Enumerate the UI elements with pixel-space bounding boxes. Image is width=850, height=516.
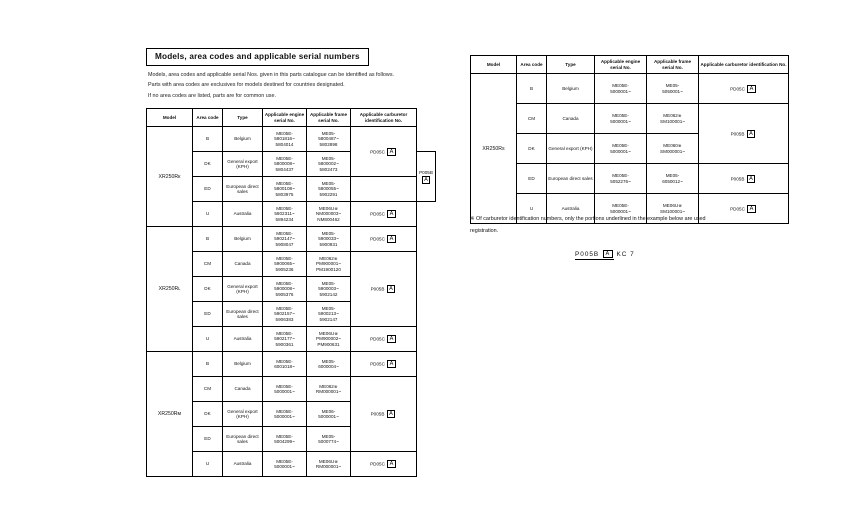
cell-area-code: U	[193, 327, 223, 352]
carb-box-letter: A	[422, 176, 431, 184]
carb-box-letter: A	[387, 335, 396, 343]
col-model: Model	[147, 108, 193, 126]
serial-number-table-left	[146, 108, 436, 477]
col-engine-serial: Applicable engine serial No.	[263, 108, 307, 126]
cell-area-code: CM	[193, 252, 223, 277]
cell-engine-serial: ME05E- 5801816~ 5804014	[263, 127, 307, 152]
cell-engine-serial: ME05E- 5000001~	[595, 104, 647, 134]
cell-area-code: U	[193, 202, 223, 227]
cell-frame-serial: ME062※ RM000001~	[307, 377, 351, 402]
example-box-letter: A	[603, 250, 613, 258]
col-frame-serial: Applicable frame serial No.	[647, 56, 699, 74]
carb-box-letter: A	[747, 85, 756, 93]
cell-type: European direct sales	[223, 177, 263, 202]
cell-carburetor-id: P005B A	[351, 377, 417, 452]
cell-frame-serial: ME05- 5800002~ 5802473	[307, 152, 351, 177]
carb-box-letter: A	[387, 360, 396, 368]
col-carb-id: Applicable carburetor identification No.	[699, 56, 789, 74]
cell-carburetor-id: P005B A	[699, 164, 789, 194]
cell-area-code: DK	[517, 134, 547, 164]
cell-type: Canada	[223, 377, 263, 402]
cell-type: European direct sales	[547, 164, 595, 194]
cell-frame-serial: ME060※ SM000001~	[647, 134, 699, 164]
table-row	[471, 74, 789, 104]
cell-area-code: CM	[193, 377, 223, 402]
cell-type: Belgium	[547, 74, 595, 104]
col-area-code: Area code	[517, 56, 547, 74]
col-type: Type	[223, 108, 263, 126]
cell-type: General export (KPH)	[223, 152, 263, 177]
cell-engine-serial: ME05E- 5800108~ 5803975	[263, 177, 307, 202]
cell-type: Belgium	[223, 352, 263, 377]
cell-type: Australia	[547, 194, 595, 224]
cell-frame-serial: ME06U※ SM100001~	[647, 194, 699, 224]
cell-engine-serial: ME05E- 5902177~ 5900361	[263, 327, 307, 352]
intro-line-3: If no area codes are listed, parts are for common use.	[148, 92, 276, 99]
serial-number-table-right	[470, 55, 789, 224]
note-line-2: registration.	[470, 228, 499, 235]
intro-line-2: Parts with area codes are exclusives for models destined for countries designated.	[148, 82, 345, 89]
cell-carburetor-id: P005B A	[351, 252, 417, 327]
cell-area-code: ED	[517, 164, 547, 194]
intro-line-1: Models, area codes and applicable serial Nos. given in this parts catalogue can be identified as follows.	[148, 72, 395, 78]
table-row	[471, 164, 789, 194]
carb-box-letter: A	[747, 175, 756, 183]
cell-frame-serial: ME06U※ NM000003~ NM800462	[307, 202, 351, 227]
table-body-left	[147, 127, 436, 477]
cell-carburetor-id: PD05C A	[351, 452, 417, 477]
cell-engine-serial: ME05E- 5000001~	[595, 134, 647, 164]
cell-area-code: CM	[517, 104, 547, 134]
left-column	[146, 46, 436, 477]
table-header-row	[147, 108, 436, 126]
cell-model: XR250Rк	[147, 127, 193, 227]
cell-engine-serial: ME05E- 5900008~ 5905376	[263, 277, 307, 302]
carburetor-example	[575, 250, 635, 260]
carb-box-letter: A	[387, 285, 396, 293]
cell-frame-serial: ME06- 5000001~	[307, 402, 351, 427]
cell-frame-serial: ME05- 5000774~	[307, 427, 351, 452]
cell-model: XR250Rм	[147, 352, 193, 477]
cell-engine-serial: ME05E- 5802311~ 5894234	[263, 202, 307, 227]
cell-engine-serial: ME05E- 5000001~	[263, 452, 307, 477]
cell-model: XR250Rs	[471, 74, 517, 224]
cell-engine-serial: ME05E- 6001018~	[263, 352, 307, 377]
col-engine-serial: Applicable engine serial No.	[595, 56, 647, 74]
cell-type: Canada	[223, 252, 263, 277]
page-title: Models, area codes and applicable serial numbers	[146, 48, 369, 66]
cell-engine-serial: ME05E- 5000001~	[263, 377, 307, 402]
cell-area-code: B	[193, 352, 223, 377]
cell-type: General export (KPH)	[223, 402, 263, 427]
cell-engine-serial: ME05E- 5902147~ 5908047	[263, 227, 307, 252]
cell-frame-serial: ME05- 6050012~	[647, 164, 699, 194]
carburetor-note	[470, 215, 790, 236]
cell-model: XR250Rʟ	[147, 227, 193, 352]
cell-carburetor-id: PD05C A	[351, 227, 417, 252]
cell-type: European direct sales	[223, 302, 263, 327]
col-model: Model	[471, 56, 517, 74]
cell-engine-serial: ME05E- 5000001~	[263, 402, 307, 427]
cell-area-code: ED	[193, 302, 223, 327]
col-type: Type	[547, 56, 595, 74]
cell-type: Australia	[223, 327, 263, 352]
carb-box-letter: A	[387, 210, 396, 218]
carb-box-letter: A	[387, 148, 396, 156]
carb-box-letter: A	[387, 410, 396, 418]
cell-engine-serial: ME05E- 5900065~ 5905236	[263, 252, 307, 277]
table-body-right	[471, 74, 789, 224]
cell-frame-serial: ME06U※ RM000001~	[307, 452, 351, 477]
carb-box-letter: A	[387, 460, 396, 468]
example-code: P005B	[575, 250, 600, 258]
cell-frame-serial: ME05- 5900033~ 5900931	[307, 227, 351, 252]
cell-carburetor-id: P005B A	[417, 152, 436, 202]
cell-type: Belgium	[223, 227, 263, 252]
col-frame-serial: Applicable frame serial No.	[307, 108, 351, 126]
cell-frame-serial: ME05- 5800055~ 5902291	[307, 177, 351, 202]
cell-area-code: U	[517, 194, 547, 224]
table-row	[147, 352, 436, 377]
cell-type: Australia	[223, 202, 263, 227]
cell-type: Canada	[547, 104, 595, 134]
cell-area-code: B	[193, 227, 223, 252]
col-area-code: Area code	[193, 108, 223, 126]
cell-frame-serial: ME05- 5900213~ 5902147	[307, 302, 351, 327]
cell-type: General export (KPH)	[223, 277, 263, 302]
cell-carburetor-id: PD05C A	[351, 352, 417, 377]
example-number: 7	[630, 250, 635, 258]
example-suffix: KC	[616, 250, 628, 258]
cell-type: General export (KPH)	[547, 134, 595, 164]
cell-engine-serial: ME05E- 5000001~	[595, 74, 647, 104]
cell-frame-serial: ME062※ PM900001~ PM1900120	[307, 252, 351, 277]
col-carb-id: Applicable carburetor identification No.	[351, 108, 417, 126]
right-column	[470, 55, 788, 224]
cell-carburetor-id: P005B A	[699, 104, 789, 164]
cell-frame-serial: ME062※ SM100001~	[647, 104, 699, 134]
cell-frame-serial: ME05- 5800487~ 5802898	[307, 127, 351, 152]
cell-engine-serial: ME05E- 5052276~	[595, 164, 647, 194]
cell-area-code: DK	[193, 402, 223, 427]
cell-type: European direct sales	[223, 427, 263, 452]
cell-frame-serial: ME05- 5900003~ 5902142	[307, 277, 351, 302]
cell-area-code: ED	[193, 177, 223, 202]
carb-box-letter: A	[387, 235, 396, 243]
cell-area-code: U	[193, 452, 223, 477]
cell-type: Australia	[223, 452, 263, 477]
carb-box-letter: A	[747, 205, 756, 213]
cell-area-code: B	[193, 127, 223, 152]
cell-frame-serial: ME06U※ PM900002~ PM900631	[307, 327, 351, 352]
cell-area-code: B	[517, 74, 547, 104]
cell-carburetor-id: PD05C A	[351, 127, 417, 177]
cell-carburetor-id: PD05C A	[699, 194, 789, 224]
table-row	[147, 227, 436, 252]
cell-area-code: DK	[193, 152, 223, 177]
cell-carburetor-id: PD05C A	[351, 202, 417, 227]
carb-box-letter: A	[747, 130, 756, 138]
note-line-1: ※ Of carburetor identification numbers, only the portions underlined in the example below are used	[470, 216, 706, 222]
cell-engine-serial: ME05E- 5902157~ 5906383	[263, 302, 307, 327]
cell-type: Belgium	[223, 127, 263, 152]
cell-carburetor-id: PD05C A	[699, 74, 789, 104]
cell-engine-serial: ME05E- 5004299~	[263, 427, 307, 452]
table-row	[471, 104, 789, 134]
cell-engine-serial: ME05E- 5800008~ 5804437	[263, 152, 307, 177]
cell-frame-serial: ME05- 6000004~	[307, 352, 351, 377]
table-row	[147, 127, 436, 152]
cell-area-code: ED	[193, 427, 223, 452]
cell-carburetor-id: PD05C A	[351, 327, 417, 352]
cell-frame-serial: ME05- 5050001~	[647, 74, 699, 104]
table-header-row-right	[471, 56, 789, 74]
cell-area-code: DK	[193, 277, 223, 302]
cell-engine-serial: ME05E- 5000001~	[595, 194, 647, 224]
